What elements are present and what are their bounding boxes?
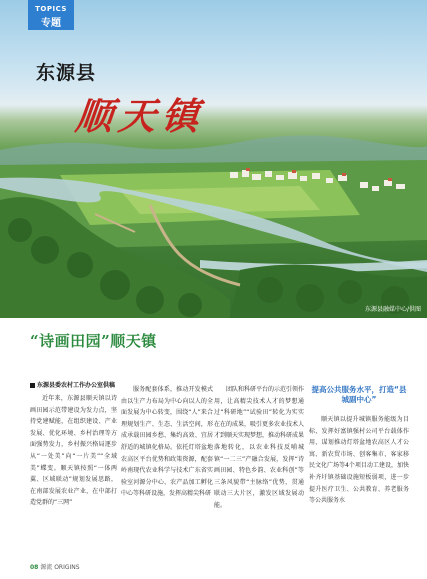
topics-tag-cn: 专题: [41, 18, 61, 29]
body-paragraph: 近年来，东源县顺天镇以诗画田园示范带建设为发力点，坚持党建赋能，在组织建设、产业发展、优化环境、乡村治理等方面强势发力，乡村振兴格局逐步从“一处美”向“一片美”“全域美”蝶变。顺天镇按照“一体两翼、区域联动”规划发展思路，在南部发展农业产业，在中部打造党群的“三网”: [30, 395, 117, 507]
page-footer: [30, 562, 80, 571]
body-column-4: [309, 414, 409, 507]
body-paragraph: 顺天镇以提升城镇服务能级为目标，发挥好富镇强村公司平台载体作用，谋划推动灯塔盆地农高区人才公寓、新农贸市场、创客集市、客家移民文化广场等4个项目动工建设，加快补齐圩镇基础设施短板弱项，进一步提升医疗卫生、公共教育、养老服务等公共服务水: [309, 416, 409, 505]
magazine-name: 源流 ORIGINS: [40, 564, 80, 571]
topics-tag-en: TOPICS: [35, 5, 67, 13]
byline-text: 东源县委农村工作办公室供稿: [37, 382, 116, 389]
body-paragraph: 团队和科研平台的示范引领作用，让高精尖技术人才的梦想通过“科研地”“试验田”转化为实实在在的成果，吸引更多农业技术人才到顺天实现梦想，推动科研成果落地转化，以农业科技反哺城镇“一二三”产融合发展，发挥“诗画田园、特色乡韵、农业科创”等三条风貌带“主脉络”优势，贯通联动三大片区，激发区域发展动能。: [214, 386, 305, 509]
town-title: 顺天镇: [73, 94, 207, 138]
byline: [30, 380, 115, 389]
section-subheading: 提高公共服务水平，打造“县城副中心”: [311, 385, 407, 404]
photo-credit: 东源县融媒中心/供图: [364, 306, 421, 313]
topics-tag: [28, 0, 74, 30]
body-paragraph: 服务配套体系，推动开发模式由以生产力布局为中心向以人的全面发展为中心转变，围绕“人”来合理规划生产、生态、生活空间，形成承载田园乡愁、集约高效、宜居舒适的城镇化格局。依托灯塔盆地农高区平台优势和政策资源，配套岭南现代农业科学与技术广东省实验室河源分中心、农产品加工孵化中心等科研设施，发挥高精尖科研: [121, 386, 213, 498]
county-title: 东源县: [36, 62, 97, 84]
byline-square-icon: [30, 383, 35, 388]
page-number: 08: [30, 564, 39, 571]
body-column-2: [121, 384, 213, 500]
body-column-1: [30, 393, 117, 509]
article-headline: “诗画田园”顺天镇: [30, 332, 157, 350]
body-column-3: [214, 384, 304, 512]
